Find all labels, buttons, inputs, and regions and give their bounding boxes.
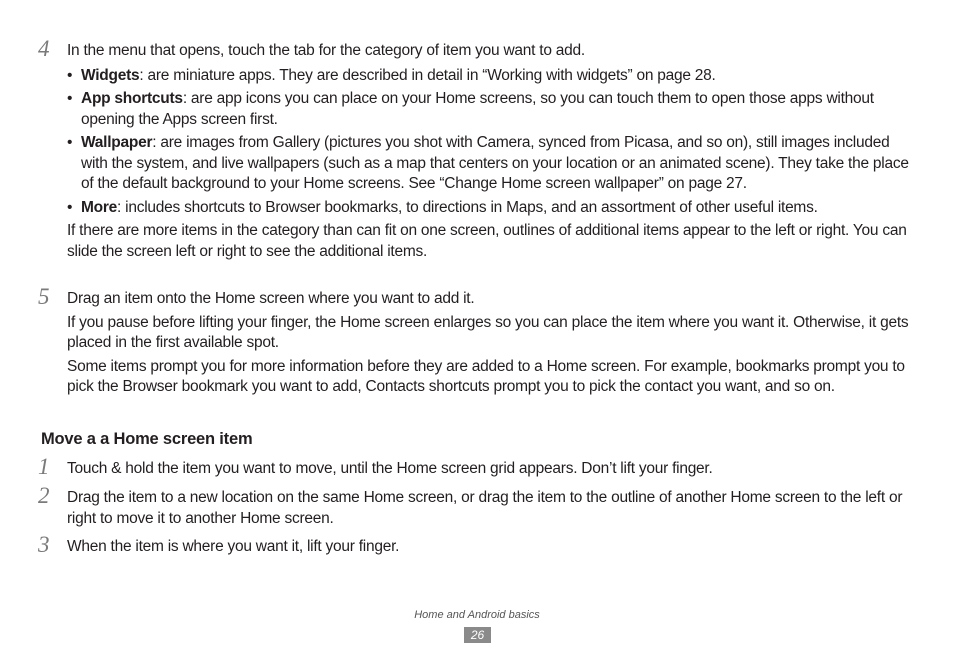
step-number: 4 <box>38 36 50 61</box>
footer-section-label: Home and Android basics <box>414 609 540 621</box>
step-note: If there are more items in the category than can fit on one screen, outlines of additional items appear to the left or right. You can slide the screen left or right to see the additional items. <box>67 222 907 260</box>
step-text: Touch & hold the item you want to move, until the Home screen grid appears. Don’t lift your finger. <box>67 460 713 477</box>
bullet-term: Widgets <box>81 66 140 84</box>
step-number: 3 <box>38 532 50 557</box>
bullet-more: • More: includes shortcuts to Browser bookmarks, to directions in Maps, and an assortment of other useful items. <box>67 198 818 216</box>
step-body <box>67 289 917 398</box>
bullet-text: : are miniature apps. They are described in detail in “Working with widgets” on page 28. <box>139 66 716 84</box>
step-text: Drag an item onto the Home screen where you want to add it. <box>67 290 475 307</box>
step-number: 2 <box>38 483 50 508</box>
step-text: Drag the item to a new location on the same Home screen, or drag the item to the outline of another Home screen to the left or right to move it to another Home screen. <box>67 489 903 527</box>
bullet-wallpaper: • Wallpaper: are images from Gallery (pictures you shot with Camera, synced from Picasa, and so on), still images included with the system, and live wallpapers (such as a map that centers on your location or an animated scene). They take the place of the default background to your Home screens. See “Change Home screen wallpaper” on page 27. <box>67 134 909 192</box>
bullet-term: More <box>81 198 118 216</box>
bullet-text: : includes shortcuts to Browser bookmarks, to directions in Maps, and an assortment of other useful items. <box>117 198 818 216</box>
bullet-widgets: • Widgets: are miniature apps. They are described in detail in “Working with widgets” on page 28. <box>67 66 716 84</box>
step-text: When the item is where you want it, lift your finger. <box>67 538 400 555</box>
bullet-term: Wallpaper <box>81 134 153 151</box>
step-paragraph: If you pause before lifting your finger, the Home screen enlarges so you can place the item where you want it. Otherwise, it gets placed in the first available spot. <box>67 313 909 351</box>
section-heading: Move a a Home screen item <box>41 430 253 448</box>
bullet-text: : are app icons you can place on your Home screens, so you can touch them to open those apps without opening the Apps screen first. <box>81 90 874 128</box>
step-paragraph: Some items prompt you for more information before they are added to a Home screen. For example, bookmarks prompt you to pick the Browser bookmark you want to add, Contacts shortcuts prompt you to pick the contact you want, and so on. <box>67 357 905 395</box>
bullet-term: App shortcuts <box>81 90 183 107</box>
step-body <box>67 41 917 262</box>
bullet-text: : are images from Gallery (pictures you shot with Camera, synced from Picasa, and so on), still images included with the system, and live wallpapers (such as a map that centers on your location or an animated scene). They take the place of the default background to your Home screens. See “Change Home screen wallpaper” on page 27. <box>81 134 909 192</box>
step-intro: In the menu that opens, touch the tab for the category of item you want to add. <box>67 42 585 59</box>
step-number: 1 <box>38 454 50 479</box>
bullet-app-shortcuts: • App shortcuts: are app icons you can place on your Home screens, so you can touch them to open those apps without opening the Apps screen first. <box>67 90 874 128</box>
page-number: 26 <box>464 627 491 643</box>
step-number: 5 <box>38 284 50 309</box>
